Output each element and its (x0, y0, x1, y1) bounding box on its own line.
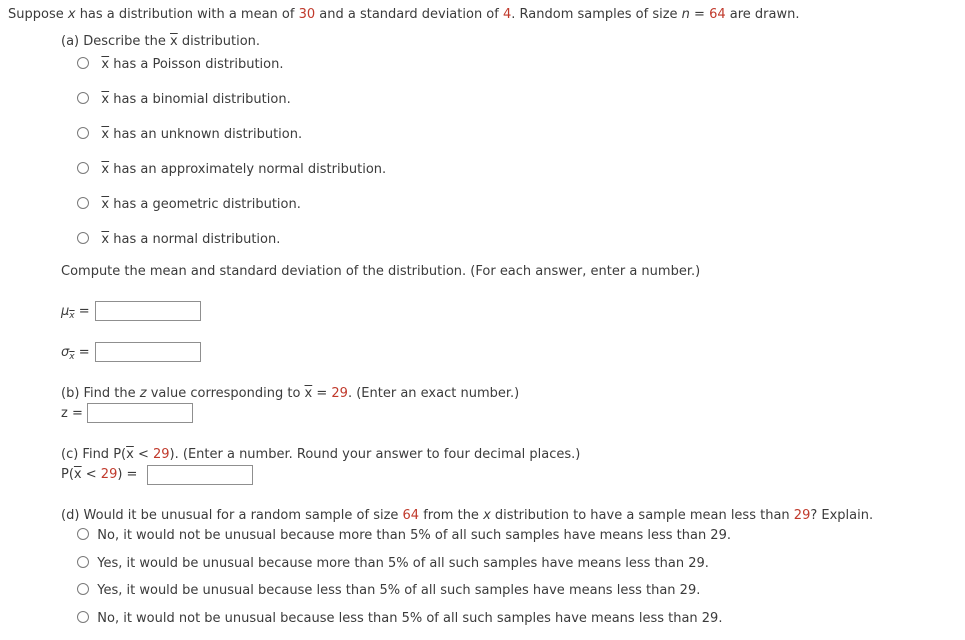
z-input[interactable] (87, 403, 193, 423)
part-a-prompt: (a) Describe the $\overline{x}$ distribution. (61, 34, 261, 49)
option-label: has an approximately normal distribution. (109, 162, 387, 177)
mean-value: 30 (298, 7, 316, 22)
option-label: Yes, it would be unusual because more than 5% of all such samples have means less than 29. (97, 556, 709, 571)
var-x: x (67, 7, 76, 22)
radio-button[interactable] (77, 528, 89, 540)
option-label: No, it would not be unusual because more than 5% of all such samples have means less than 29. (97, 528, 731, 543)
option-d-3[interactable] (77, 583, 700, 599)
option-d-1[interactable] (77, 528, 731, 544)
radio-button[interactable] (77, 611, 89, 623)
option-label: has a Poisson distribution. (109, 57, 284, 72)
radio-button[interactable] (77, 162, 89, 174)
sigma-xbar-input[interactable] (95, 342, 201, 362)
option-label: has an unknown distribution. (109, 127, 303, 142)
option-a-binomial[interactable]: $\overline{x}$ has a binomial distribution. (77, 92, 291, 108)
compute-prompt: Compute the mean and standard deviation of the distribution. (For each answer, enter a number.) (61, 264, 701, 279)
option-d-2[interactable] (77, 556, 709, 572)
radio-button[interactable] (77, 556, 89, 568)
part-d-prompt: (d) Would it be unusual for a random sample of size 64 from the x distribution to have a sample mean less than 29? Explain. (61, 508, 874, 523)
probability-label: $P(\overline{x} < 29)$ = (61, 467, 138, 482)
radio-button[interactable] (77, 232, 89, 244)
part-b-prompt: (b) Find the z value corresponding to $\overline{x} = 29$. (Enter an exact number.) (61, 386, 520, 401)
xbar-symbol: $\overline{x}$ (169, 34, 178, 49)
option-a-approx-normal[interactable]: $\overline{x}$ has an approximately normal distribution. (77, 162, 386, 178)
n-value: 64 (709, 7, 726, 22)
radio-button[interactable] (77, 127, 89, 139)
probability-input[interactable] (147, 465, 253, 485)
problem-statement: Suppose x has a distribution with a mean of 30 and a standard deviation of 4. Random samples of size n = 64 are drawn. (8, 7, 800, 22)
option-a-poisson[interactable]: $\overline{x}$ has a Poisson distribution. (77, 57, 283, 73)
mu-xbar-input[interactable] (95, 301, 201, 321)
option-label: Yes, it would be unusual because less than 5% of all such samples have means less than 29. (97, 583, 701, 598)
mu-xbar-label: $\mu_{\overline{x}}$ = (61, 304, 90, 321)
part-c-prompt: (c) Find $P(\overline{x} < 29)$. (Enter a number. Round your answer to four decimal places.) (61, 447, 581, 462)
option-label: No, it would not be unusual because less than 5% of all such samples have means less than 29. (97, 611, 723, 626)
option-a-unknown[interactable]: $\overline{x}$ has an unknown distribution. (77, 127, 302, 143)
var-n: n (681, 7, 690, 22)
z-label: z = (61, 406, 83, 421)
option-label: has a geometric distribution. (109, 197, 301, 212)
radio-button[interactable] (77, 92, 89, 104)
sd-value: 4 (502, 7, 512, 22)
radio-button[interactable] (77, 583, 89, 595)
option-a-geometric[interactable]: $\overline{x}$ has a geometric distribution. (77, 197, 301, 213)
option-a-normal[interactable]: $\overline{x}$ has a normal distribution. (77, 232, 280, 248)
option-d-4[interactable] (77, 611, 722, 627)
radio-button[interactable] (77, 197, 89, 209)
radio-button[interactable] (77, 57, 89, 69)
sigma-xbar-label: $\sigma_{\overline{x}}$ = (61, 345, 90, 362)
option-label: has a binomial distribution. (109, 92, 291, 107)
option-label: has a normal distribution. (109, 232, 281, 247)
